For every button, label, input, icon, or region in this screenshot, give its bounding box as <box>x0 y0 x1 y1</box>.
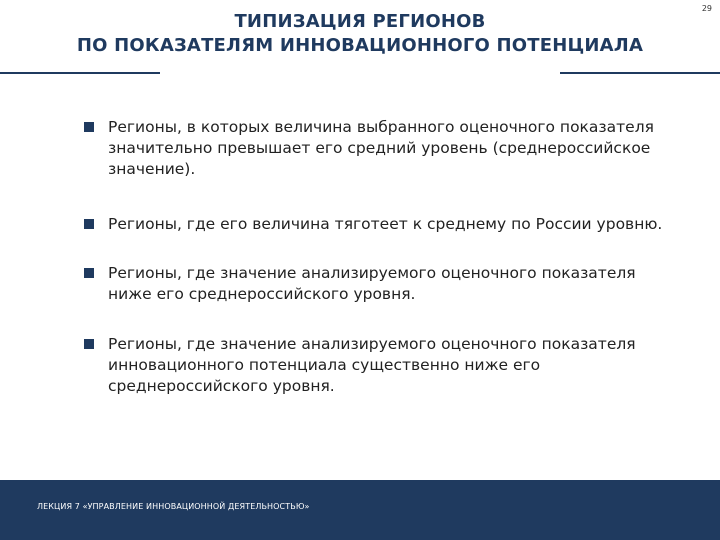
bullet-text: Регионы, в которых величина выбранного оценочного показателя значительно превышает его средний уровень (среднероссийское значение). <box>108 118 654 178</box>
slide-title-line-2: ПО ПОКАЗАТЕЛЯМ ИННОВАЦИОННОГО ПОТЕНЦИАЛА <box>76 35 644 56</box>
footer-lecture-title: ЛЕКЦИЯ 7 «УПРАВЛЕНИЕ ИННОВАЦИОННОЙ ДЕЯТЕЛЬНОСТЬЮ» <box>37 502 310 511</box>
title-divider-left <box>0 72 160 74</box>
square-bullet-icon <box>84 122 94 132</box>
footer-bar <box>0 480 720 540</box>
title-divider-right <box>560 72 720 74</box>
slide-title-line-1: ТИПИЗАЦИЯ РЕГИОНОВ <box>234 11 486 32</box>
bullet-text: Регионы, где значение анализируемого оценочного показателя инновационного потенциала существенно ниже его среднероссийского уровня. <box>108 335 636 395</box>
page-number: 29 <box>701 4 712 13</box>
bullet-item <box>84 334 684 397</box>
slide-title <box>0 10 720 58</box>
bullet-item <box>84 214 684 235</box>
square-bullet-icon <box>84 268 94 278</box>
bullet-text: Регионы, где его величина тяготеет к среднему по России уровню. <box>108 215 663 233</box>
bullet-item <box>84 117 684 180</box>
square-bullet-icon <box>84 219 94 229</box>
square-bullet-icon <box>84 339 94 349</box>
bullet-item <box>84 263 684 305</box>
bullet-text: Регионы, где значение анализируемого оценочного показателя ниже его среднероссийского уровня. <box>108 264 636 303</box>
bullet-list <box>84 117 684 397</box>
